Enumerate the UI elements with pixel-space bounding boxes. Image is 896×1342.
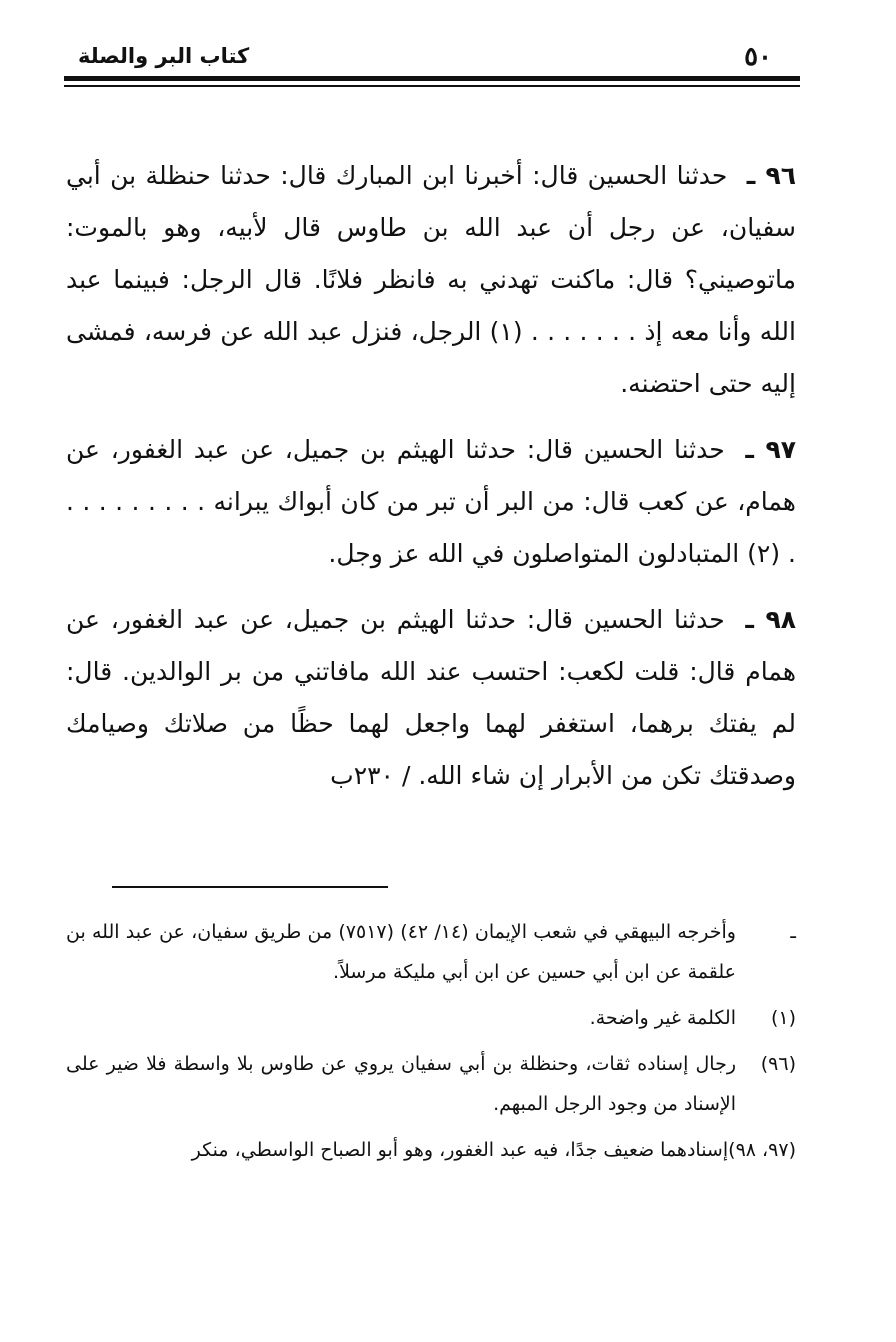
footnote (66, 1130, 796, 1170)
running-header (64, 40, 800, 72)
footnote (66, 1044, 796, 1124)
hadith-paragraph (66, 424, 796, 580)
hadith-text: حدثنا الحسين قال: حدثنا الهيثم بن جميل، عن عبد الغفور، عن همام، عن كعب قال: من البر أن تبر من كان أبواك يبرانه . . . . . . . . . . (٢) المتبادلون المتواصلون في الله عز وجل. (66, 435, 796, 568)
hadith-paragraph (66, 594, 796, 802)
book-title: كتاب البر والصلة (78, 44, 250, 68)
footnote-text: الكلمة غير واضحة. (589, 1007, 736, 1029)
hadith-paragraph (66, 150, 796, 410)
hadith-number: ٩٨ ـ (745, 605, 797, 634)
footnote-text: رجال إسناده ثقات، وحنظلة بن أبي سفيان يروي عن طاوس بلا واسطة فلا ضير على الإسناد من وجود الرجل المبهم. (66, 1053, 736, 1115)
footnote-text: وأخرجه البيهقي في شعب الإيمان (١٤/ ٤٢) (٧٥١٧) من طريق سفيان، عن عبد الله بن علقمة عن ابن أبي حسين عن ابن أبي مليكة مرسلاً. (66, 921, 736, 983)
footnote (66, 998, 796, 1038)
header-rule-thin (64, 85, 800, 87)
header-rule-thick (64, 76, 800, 81)
footnote-label: (١) (770, 1007, 796, 1029)
hadith-number: ٩٦ ـ (746, 161, 797, 190)
hadith-number: ٩٧ ـ (745, 435, 797, 464)
footnotes (66, 912, 796, 1176)
hadith-text: حدثنا الحسين قال: أخبرنا ابن المبارك قال: حدثنا حنظلة بن أبي سفيان، عن رجل أن عبد الله بن طاوس قال لأبيه، وهو بالموت: ماتوصيني؟ قال: ماكنت تهدني به فانظر فلانًا. قال الرجل: فبينما عبد الله وأنا معه إذ . . . . . . . (١) الرجل، فنزل عبد الله عن فرسه، فمشى إليه حتى احتضنه. (66, 161, 796, 398)
footnote-separator (112, 886, 388, 888)
footnote-text: إسنادهما ضعيف جدًا، فيه عبد الغفور، وهو أبو الصباح الواسطي، منكر (191, 1139, 729, 1161)
footnote-label: ـ (790, 921, 796, 943)
hadith-text-body (66, 150, 796, 816)
footnote-label: (٩٧، ٩٨) (728, 1139, 796, 1161)
footnote (66, 912, 796, 992)
hadith-text: حدثنا الحسين قال: حدثنا الهيثم بن جميل، عن عبد الغفور، عن همام قال: قلت لكعب: احتسب عند الله مافاتني من بر الوالدين. قال: لم يفتك برهما، استغفر لهما واجعل لهما حظًا من صلاتك وصيامك وصدقتك تكن من الأبرار إن شاء الله. / ٢٣٠ب (66, 605, 796, 790)
page-number: ٥٠ (744, 42, 772, 72)
footnote-label: (٩٦) (760, 1053, 796, 1075)
